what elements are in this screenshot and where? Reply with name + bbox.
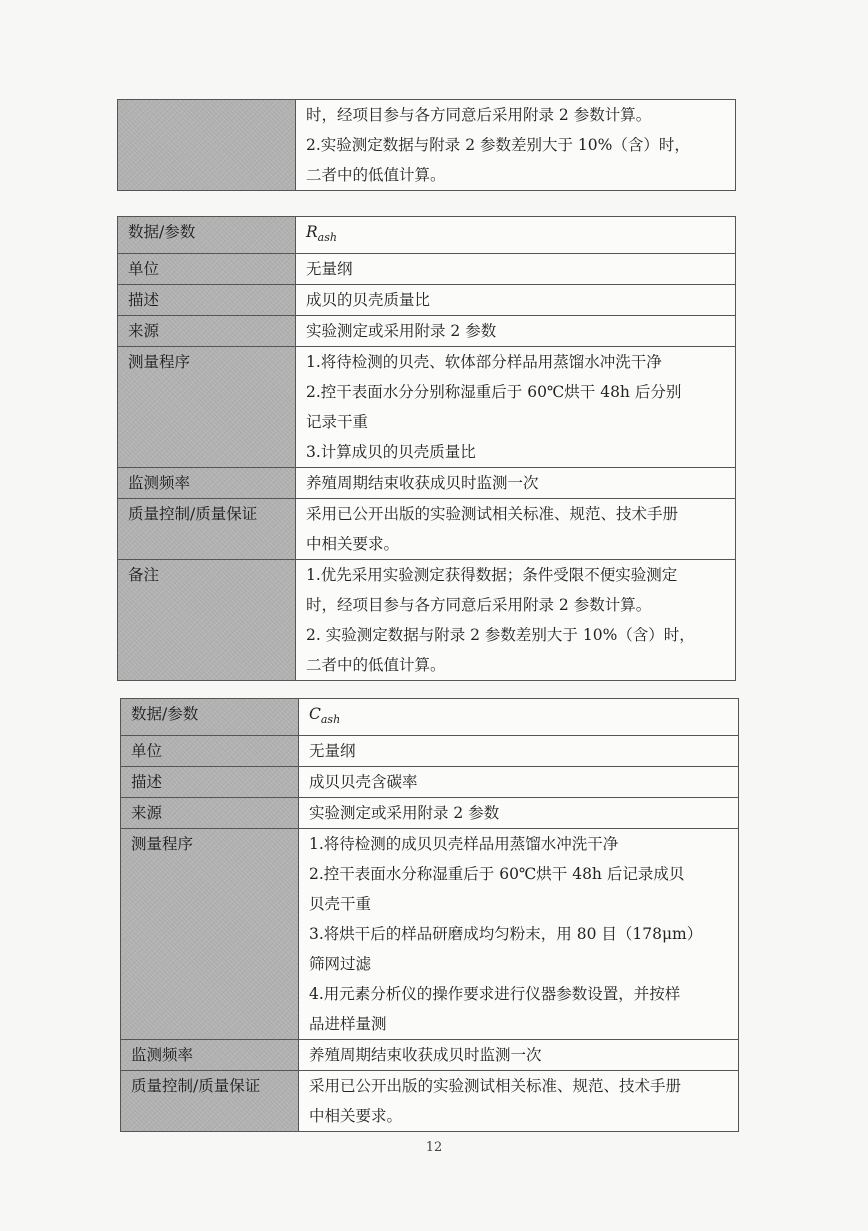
table-row — [118, 100, 736, 191]
row-label: 单位 — [121, 736, 299, 767]
value-line: 成贝贝壳含碳率 — [309, 773, 418, 792]
value-line: 无量纲 — [309, 742, 356, 761]
value-line: 贝壳干重 — [309, 895, 372, 914]
symbol-subscript: ash — [317, 231, 337, 245]
row-label: 质量控制/质量保证 — [118, 499, 296, 560]
table-row — [121, 699, 739, 736]
symbol-base: C — [309, 705, 321, 723]
symbol-base: R — [306, 223, 318, 241]
note-line: 时，经项目参与各方同意后采用附录 2 参数计算。 — [306, 106, 652, 124]
parameter-symbol — [306, 223, 337, 245]
table-row — [118, 217, 736, 254]
row-label: 备注 — [118, 560, 296, 681]
symbol-subscript: ash — [320, 713, 341, 727]
value-line: 成贝的贝壳质量比 — [306, 291, 431, 310]
row-label: 单位 — [118, 254, 296, 285]
row-value-note — [296, 100, 736, 191]
row-key-empty — [118, 100, 296, 191]
row-label: 监测频率 — [121, 1040, 299, 1071]
value-line: 二者中的低值计算。 — [306, 656, 446, 675]
value-line: 2. 实验测定数据与附录 2 参数差别大于 10%（含）时， — [306, 626, 695, 645]
value-line: 筛网过滤 — [309, 955, 372, 974]
parameter-table-rash — [117, 216, 736, 681]
row-value — [299, 767, 739, 798]
value-line: 3.计算成贝的贝壳质量比 — [306, 443, 476, 462]
table-row — [118, 316, 736, 347]
row-value — [299, 798, 739, 829]
value-line: 实验测定或采用附录 2 参数 — [309, 804, 500, 823]
table-row — [121, 1040, 739, 1071]
row-label: 描述 — [118, 285, 296, 316]
value-line: 养殖周期结束收获成贝时监测一次 — [306, 474, 539, 493]
value-line: 无量纲 — [306, 260, 353, 279]
row-value — [296, 217, 736, 254]
table-row — [118, 347, 736, 468]
value-line: 中相关要求。 — [309, 1107, 403, 1126]
row-label: 来源 — [121, 798, 299, 829]
parameter-table-cash — [120, 698, 739, 1132]
value-line: 采用已公开出版的实验测试相关标准、规范、技术手册 — [309, 1077, 682, 1096]
value-line: 记录干重 — [306, 413, 369, 432]
table-row — [121, 798, 739, 829]
value-line: 采用已公开出版的实验测试相关标准、规范、技术手册 — [306, 505, 679, 524]
value-line: 2.控干表面水分分别称湿重后于 60℃烘干 48h 后分别 — [306, 383, 682, 402]
row-label: 测量程序 — [118, 347, 296, 468]
table-row — [118, 499, 736, 560]
value-line: 养殖周期结束收获成贝时监测一次 — [309, 1046, 542, 1065]
row-label: 数据/参数 — [118, 217, 296, 254]
row-value — [299, 1040, 739, 1071]
value-line: 1.将待检测的贝壳、软体部分样品用蒸馏水冲洗干净 — [306, 353, 662, 372]
row-value — [296, 560, 736, 681]
row-value — [296, 285, 736, 316]
row-value — [296, 499, 736, 560]
table-row — [121, 736, 739, 767]
parameter-symbol — [309, 705, 341, 727]
row-label: 来源 — [118, 316, 296, 347]
value-line: 实验测定或采用附录 2 参数 — [306, 322, 497, 341]
note-line: 二者中的低值计算。 — [306, 166, 446, 184]
row-value — [296, 254, 736, 285]
value-line: 中相关要求。 — [306, 535, 400, 554]
row-label: 测量程序 — [121, 829, 299, 1040]
row-value — [299, 829, 739, 1040]
value-line: 4.用元素分析仪的操作要求进行仪器参数设置，并按样 — [309, 985, 681, 1004]
table-row — [118, 560, 736, 681]
value-line: 1.优先采用实验测定获得数据；条件受限不便实验测定 — [306, 566, 678, 585]
row-value — [296, 468, 736, 499]
row-value — [296, 316, 736, 347]
value-line: 2.控干表面水分称湿重后于 60℃烘干 48h 后记录成贝 — [309, 865, 685, 884]
table-row — [121, 829, 739, 1040]
parameter-table-continued — [117, 99, 736, 191]
row-value — [299, 1071, 739, 1132]
note-line: 2.实验测定数据与附录 2 参数差别大于 10%（含）时， — [306, 136, 690, 154]
value-line: 时，经项目参与各方同意后采用附录 2 参数计算。 — [306, 596, 652, 615]
table-row — [121, 767, 739, 798]
row-value — [296, 347, 736, 468]
row-value — [299, 699, 739, 736]
table-row — [121, 1071, 739, 1132]
row-label: 描述 — [121, 767, 299, 798]
value-line: 3.将烘干后的样品研磨成均匀粉末，用 80 目（178μm） — [309, 925, 703, 944]
value-line: 1.将待检测的成贝贝壳样品用蒸馏水冲洗干净 — [309, 835, 619, 854]
value-line: 品进样量测 — [309, 1015, 387, 1034]
page-number: 12 — [425, 1140, 443, 1155]
row-label: 质量控制/质量保证 — [121, 1071, 299, 1132]
table-row — [118, 254, 736, 285]
row-label: 数据/参数 — [121, 699, 299, 736]
row-label: 监测频率 — [118, 468, 296, 499]
row-value — [299, 736, 739, 767]
table-row — [118, 285, 736, 316]
table-row — [118, 468, 736, 499]
